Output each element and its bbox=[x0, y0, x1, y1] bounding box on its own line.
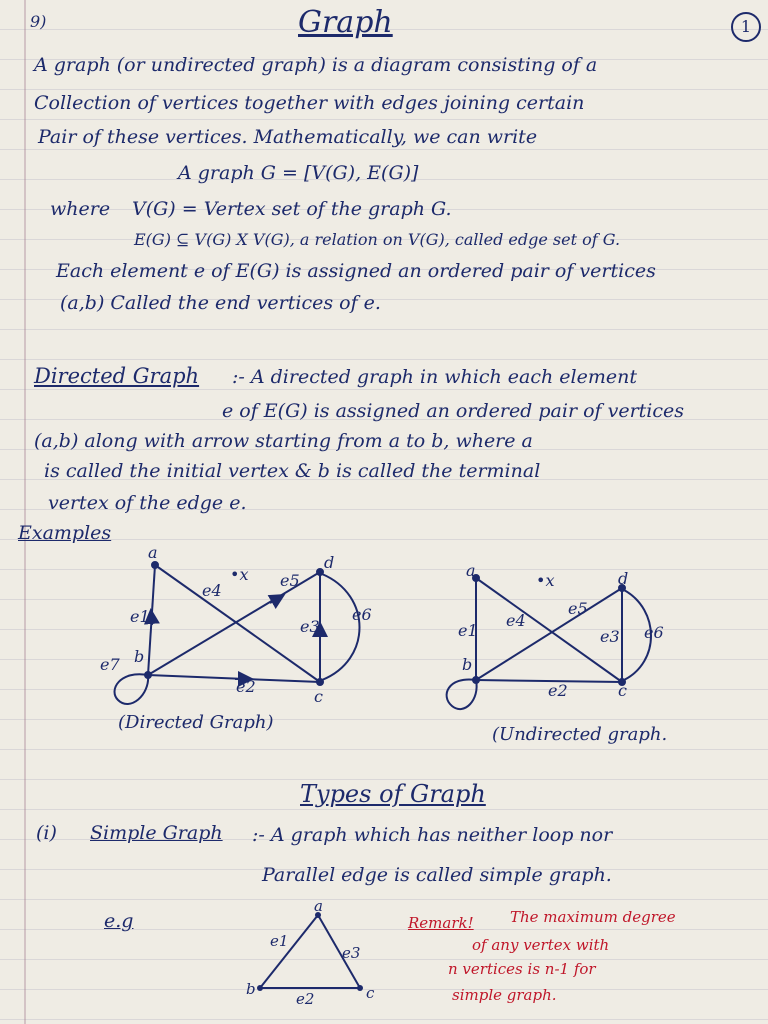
label-a: a bbox=[148, 543, 158, 562]
tri-label-c: c bbox=[366, 984, 375, 1002]
vertex-set-def: V(G) = Vertex set of the graph G. bbox=[132, 198, 452, 220]
page-number: 1 bbox=[731, 12, 761, 42]
remark-line-3: n vertices is n-1 for bbox=[448, 960, 596, 978]
remark-line-4: simple graph. bbox=[452, 986, 557, 1004]
tri-vertex-c bbox=[357, 985, 363, 991]
label-e5: e5 bbox=[280, 571, 300, 590]
directed-graph-heading: Directed Graph bbox=[34, 364, 200, 388]
label-e6: e6 bbox=[352, 605, 372, 624]
loop-e7 bbox=[115, 674, 149, 704]
u-label-e1: e1 bbox=[458, 621, 478, 640]
directed-caption: (Directed Graph) bbox=[118, 712, 274, 733]
simple-line-1: :- A graph which has neither loop nor bbox=[252, 824, 613, 846]
simple-num: (i) bbox=[36, 822, 57, 844]
vertex-d bbox=[317, 569, 323, 575]
label-b: b bbox=[134, 647, 145, 666]
u-label-e4: e4 bbox=[506, 611, 526, 630]
label-e3: e3 bbox=[300, 617, 320, 636]
u-label-e2: e2 bbox=[548, 681, 568, 700]
u-label-e6: e6 bbox=[644, 623, 664, 642]
vertex-a bbox=[152, 562, 158, 568]
directed-line-3: (a,b) along with arrow starting from a to b, where a bbox=[34, 430, 533, 452]
label-e4: e4 bbox=[202, 581, 222, 600]
label-e2: e2 bbox=[236, 677, 256, 696]
directed-line-2: e of E(G) is assigned an ordered pair of vertices bbox=[222, 400, 684, 422]
u-loop bbox=[447, 679, 477, 709]
simple-graph-heading: Simple Graph bbox=[90, 822, 223, 844]
edge-e2 bbox=[148, 675, 320, 682]
simple-graph-triangle bbox=[230, 900, 430, 1010]
types-heading: Types of Graph bbox=[300, 780, 486, 808]
label-e7: e7 bbox=[100, 655, 120, 674]
tri-label-e3: e3 bbox=[342, 944, 361, 962]
graph-formula: A graph G = [V(G), E(G)] bbox=[178, 162, 419, 184]
edge-set-def: E(G) ⊆ V(G) X V(G), a relation on V(G), called edge set of G. bbox=[134, 230, 621, 249]
example-graphs bbox=[0, 540, 768, 870]
edge-e6 bbox=[322, 574, 360, 680]
intro-line-3: Pair of these vertices. Mathematically, we can write bbox=[38, 126, 538, 148]
undirected-caption: (Undirected graph. bbox=[492, 724, 668, 745]
u-label-e5: e5 bbox=[568, 599, 588, 618]
edge-e5-arrow bbox=[270, 596, 282, 603]
u-label-d: d bbox=[618, 569, 629, 588]
vertex-b bbox=[145, 672, 151, 678]
remark-line-1: The maximum degree bbox=[510, 908, 676, 926]
label-c: c bbox=[314, 687, 323, 706]
each-element-line-2: (a,b) Called the end vertices of e. bbox=[60, 292, 381, 314]
each-element-line-1: Each element e of E(G) is assigned an ordered pair of vertices bbox=[56, 260, 656, 282]
remark-label: Remark! bbox=[408, 914, 474, 932]
vertex-c bbox=[317, 679, 323, 685]
intro-line-2: Collection of vertices together with edges joining certain bbox=[34, 92, 585, 114]
u-label-e3: e3 bbox=[600, 627, 620, 646]
label-d: d bbox=[324, 553, 335, 572]
u-vertex-b bbox=[473, 677, 479, 683]
tri-vertex-b bbox=[257, 985, 263, 991]
tri-label-b: b bbox=[246, 980, 256, 998]
directed-line-1: :- A directed graph in which each element bbox=[232, 366, 637, 388]
corner-mark: 9) bbox=[30, 12, 47, 31]
label-x: •x bbox=[230, 565, 249, 584]
tri-label-a: a bbox=[314, 900, 323, 915]
margin-line bbox=[24, 0, 26, 1024]
tri-label-e1: e1 bbox=[270, 932, 289, 950]
edge-e1-arrow bbox=[151, 612, 152, 625]
u-label-a: a bbox=[466, 561, 476, 580]
u-label-b: b bbox=[462, 655, 473, 674]
simple-line-2: Parallel edge is called simple graph. bbox=[262, 864, 612, 886]
intro-line-1: A graph (or undirected graph) is a diagram consisting of a bbox=[34, 54, 598, 76]
label-e1: e1 bbox=[130, 607, 150, 626]
directed-line-5: vertex of the edge e. bbox=[48, 492, 247, 514]
where-label: where bbox=[50, 198, 111, 220]
eg-label: e.g bbox=[104, 910, 134, 932]
tri-label-e2: e2 bbox=[296, 990, 315, 1008]
remark-line-2: of any vertex with bbox=[472, 936, 610, 954]
tri-edge-e1 bbox=[260, 915, 318, 988]
directed-line-4: is called the initial vertex & b is called the terminal bbox=[44, 460, 541, 482]
u-label-x: •x bbox=[536, 571, 555, 590]
u-label-c: c bbox=[618, 681, 627, 700]
page-title: Graph bbox=[298, 5, 393, 40]
directed-graph-labels bbox=[100, 543, 372, 733]
examples-label: Examples bbox=[18, 522, 112, 544]
